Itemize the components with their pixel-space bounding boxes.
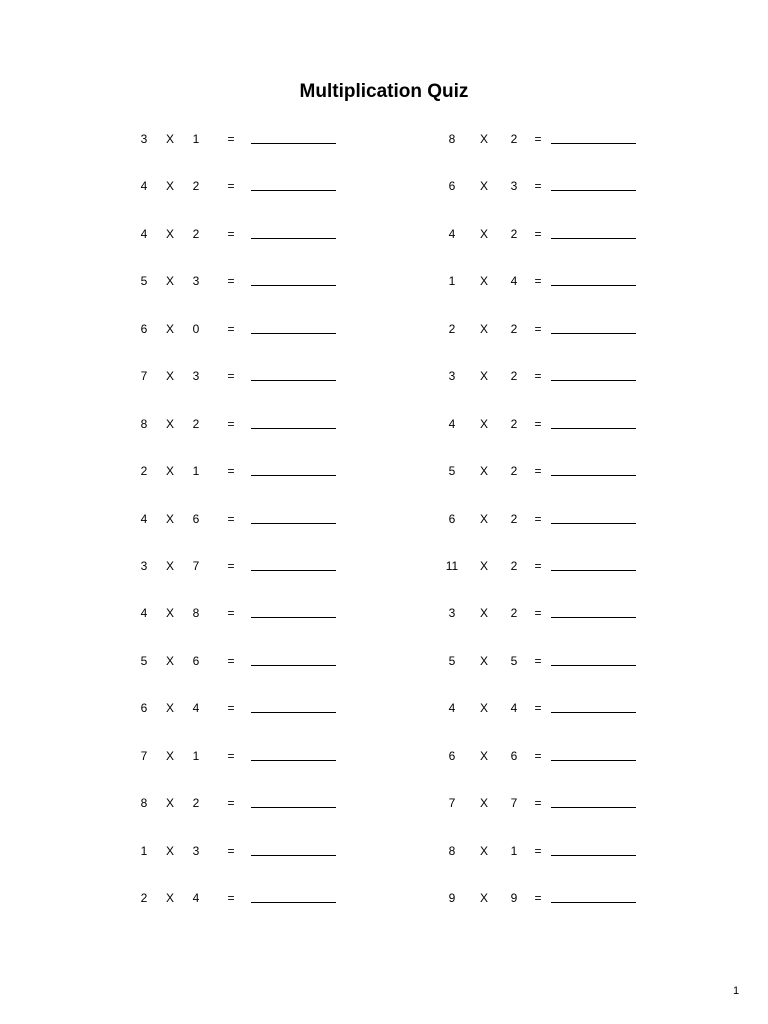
answer-blank <box>551 380 636 381</box>
multiply-sign: X <box>165 606 174 621</box>
problem-row-right-16 <box>0 839 768 886</box>
multiply-sign: X <box>479 796 488 811</box>
multiply-sign: X <box>479 653 488 668</box>
multiply-sign: X <box>165 321 174 336</box>
first-factor: 5 <box>448 653 456 668</box>
multiply-sign: X <box>479 416 488 431</box>
first-factor: 2 <box>140 891 148 905</box>
equals-sign: = <box>227 132 235 146</box>
multiply-sign: X <box>165 179 174 194</box>
equals-sign: = <box>534 606 542 621</box>
first-factor: 1 <box>448 274 456 289</box>
multiply-sign: X <box>165 891 174 905</box>
equals-sign: = <box>534 891 542 905</box>
problem-row-right-9 <box>0 507 768 554</box>
second-factor: 2 <box>510 369 518 384</box>
problem-row-right-10 <box>0 554 768 601</box>
answer-blank <box>551 285 636 286</box>
first-factor: 4 <box>448 226 456 241</box>
answer-blank <box>551 902 636 903</box>
equals-sign: = <box>227 416 235 431</box>
multiply-sign: X <box>479 558 488 573</box>
equals-sign: = <box>534 321 542 336</box>
first-factor: 7 <box>448 796 456 811</box>
problem-row-right-11 <box>0 601 768 648</box>
equals-sign: = <box>534 843 542 858</box>
first-factor: 4 <box>140 606 148 621</box>
problem-row-right-2 <box>0 174 768 221</box>
multiply-sign: X <box>165 701 174 716</box>
equals-sign: = <box>534 416 542 431</box>
answer-blank <box>551 712 636 713</box>
second-factor: 1 <box>192 132 200 146</box>
second-factor: 7 <box>192 558 200 573</box>
equals-sign: = <box>227 796 235 811</box>
first-factor: 1 <box>140 843 148 858</box>
equals-sign: = <box>227 464 235 479</box>
second-factor: 1 <box>192 464 200 479</box>
second-factor: 3 <box>192 843 200 858</box>
first-factor: 5 <box>140 653 148 668</box>
second-factor: 2 <box>510 226 518 241</box>
second-factor: 5 <box>510 653 518 668</box>
problem-row-right-13 <box>0 696 768 743</box>
answer-blank <box>551 475 636 476</box>
equals-sign: = <box>227 321 235 336</box>
equals-sign: = <box>227 701 235 716</box>
equals-sign: = <box>534 653 542 668</box>
multiply-sign: X <box>479 843 488 858</box>
multiply-sign: X <box>165 558 174 573</box>
answer-blank <box>551 665 636 666</box>
problem-row-right-17 <box>0 886 768 933</box>
second-factor: 2 <box>510 416 518 431</box>
answer-blank <box>551 760 636 761</box>
second-factor: 2 <box>510 132 518 146</box>
multiply-sign: X <box>165 369 174 384</box>
problem-row-right-1 <box>0 127 768 174</box>
answer-blank <box>551 617 636 618</box>
first-factor: 8 <box>140 796 148 811</box>
multiply-sign: X <box>479 179 488 194</box>
second-factor: 9 <box>510 891 518 905</box>
first-factor: 8 <box>448 132 456 146</box>
second-factor: 2 <box>510 606 518 621</box>
problem-row-right-14 <box>0 744 768 791</box>
second-factor: 1 <box>510 843 518 858</box>
problem-row-right-5 <box>0 317 768 364</box>
second-factor: 3 <box>192 369 200 384</box>
multiply-sign: X <box>479 321 488 336</box>
multiply-sign: X <box>479 606 488 621</box>
first-factor: 3 <box>448 369 456 384</box>
first-factor: 6 <box>448 748 456 763</box>
answer-blank <box>551 190 636 191</box>
multiply-sign: X <box>479 891 488 905</box>
multiply-sign: X <box>479 701 488 716</box>
equals-sign: = <box>227 891 235 905</box>
answer-blank <box>551 333 636 334</box>
multiply-sign: X <box>165 464 174 479</box>
page-number: 1 <box>732 985 740 997</box>
problem-row-right-12 <box>0 649 768 696</box>
problem-row-right-8 <box>0 459 768 506</box>
equals-sign: = <box>534 369 542 384</box>
answer-blank <box>551 807 636 808</box>
first-factor: 8 <box>140 416 148 431</box>
second-factor: 2 <box>192 796 200 811</box>
second-factor: 0 <box>192 321 200 336</box>
answer-blank <box>551 143 636 144</box>
multiply-sign: X <box>165 748 174 763</box>
multiply-sign: X <box>165 416 174 431</box>
equals-sign: = <box>534 274 542 289</box>
problem-row-right-4 <box>0 269 768 316</box>
first-factor: 3 <box>140 558 148 573</box>
equals-sign: = <box>534 748 542 763</box>
multiply-sign: X <box>165 796 174 811</box>
first-factor: 5 <box>448 464 456 479</box>
first-factor: 6 <box>140 321 148 336</box>
second-factor: 3 <box>510 179 518 194</box>
multiply-sign: X <box>479 511 488 526</box>
first-factor: 4 <box>448 416 456 431</box>
answer-blank <box>551 523 636 524</box>
multiply-sign: X <box>165 843 174 858</box>
equals-sign: = <box>227 558 235 573</box>
multiply-sign: X <box>165 226 174 241</box>
equals-sign: = <box>534 132 542 146</box>
first-factor: 4 <box>140 226 148 241</box>
multiply-sign: X <box>165 511 174 526</box>
equals-sign: = <box>534 558 542 573</box>
second-factor: 2 <box>510 464 518 479</box>
second-factor: 2 <box>192 416 200 431</box>
answer-blank <box>551 855 636 856</box>
multiply-sign: X <box>479 274 488 289</box>
multiply-sign: X <box>479 748 488 763</box>
multiply-sign: X <box>479 464 488 479</box>
second-factor: 1 <box>192 748 200 763</box>
first-factor: 4 <box>448 701 456 716</box>
first-factor: 2 <box>140 464 148 479</box>
equals-sign: = <box>534 226 542 241</box>
answer-blank <box>551 428 636 429</box>
equals-sign: = <box>227 653 235 668</box>
first-factor: 3 <box>448 606 456 621</box>
second-factor: 2 <box>510 511 518 526</box>
first-factor: 5 <box>140 274 148 289</box>
first-factor: 7 <box>140 748 148 763</box>
problem-row-right-6 <box>0 364 768 411</box>
first-factor: 3 <box>140 132 148 146</box>
problem-row-right-7 <box>0 412 768 459</box>
multiply-sign: X <box>165 274 174 289</box>
equals-sign: = <box>227 511 235 526</box>
second-factor: 8 <box>192 606 200 621</box>
equals-sign: = <box>227 843 235 858</box>
problem-row-right-3 <box>0 222 768 269</box>
multiply-sign: X <box>479 226 488 241</box>
multiply-sign: X <box>165 132 174 146</box>
equals-sign: = <box>227 606 235 621</box>
equals-sign: = <box>534 796 542 811</box>
answer-blank <box>551 238 636 239</box>
first-factor: 11 <box>445 558 459 573</box>
problem-row-right-15 <box>0 791 768 838</box>
equals-sign: = <box>534 701 542 716</box>
multiply-sign: X <box>479 132 488 146</box>
equals-sign: = <box>534 179 542 194</box>
equals-sign: = <box>227 274 235 289</box>
right-problem-column <box>0 127 768 933</box>
second-factor: 3 <box>192 274 200 289</box>
first-factor: 6 <box>448 179 456 194</box>
second-factor: 6 <box>192 511 200 526</box>
first-factor: 7 <box>140 369 148 384</box>
second-factor: 7 <box>510 796 518 811</box>
first-factor: 4 <box>140 179 148 194</box>
multiply-sign: X <box>479 369 488 384</box>
first-factor: 4 <box>140 511 148 526</box>
second-factor: 4 <box>192 891 200 905</box>
second-factor: 6 <box>510 748 518 763</box>
first-factor: 8 <box>448 843 456 858</box>
equals-sign: = <box>227 748 235 763</box>
first-factor: 6 <box>448 511 456 526</box>
second-factor: 2 <box>192 226 200 241</box>
first-factor: 9 <box>448 891 456 905</box>
first-factor: 6 <box>140 701 148 716</box>
answer-blank <box>551 570 636 571</box>
second-factor: 4 <box>510 701 518 716</box>
equals-sign: = <box>227 179 235 194</box>
page-title: Multiplication Quiz <box>299 81 469 102</box>
second-factor: 2 <box>510 558 518 573</box>
second-factor: 2 <box>192 179 200 194</box>
multiply-sign: X <box>165 653 174 668</box>
second-factor: 4 <box>192 701 200 716</box>
equals-sign: = <box>227 369 235 384</box>
second-factor: 6 <box>192 653 200 668</box>
first-factor: 2 <box>448 321 456 336</box>
second-factor: 4 <box>510 274 518 289</box>
equals-sign: = <box>534 511 542 526</box>
second-factor: 2 <box>510 321 518 336</box>
equals-sign: = <box>534 464 542 479</box>
equals-sign: = <box>227 226 235 241</box>
